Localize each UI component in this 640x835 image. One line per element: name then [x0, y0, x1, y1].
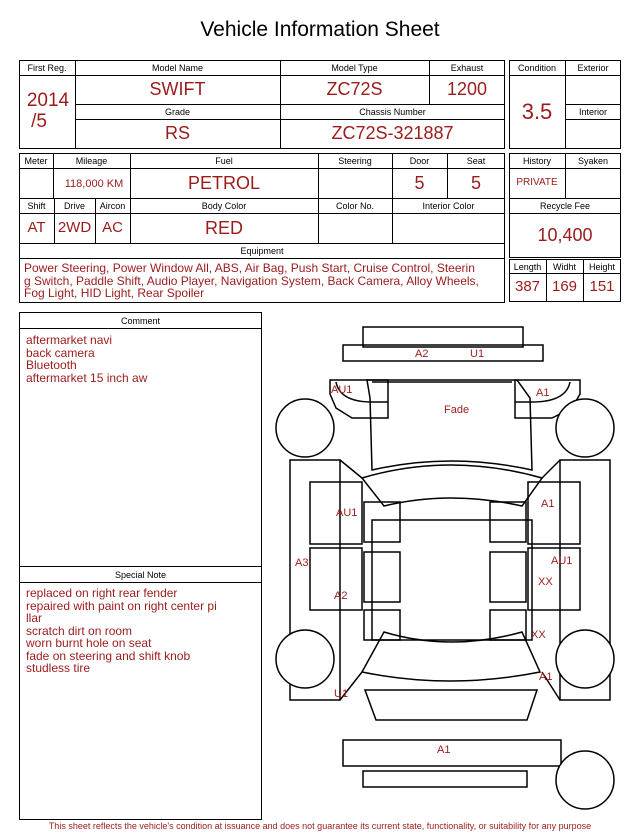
mileage-value: 118,000 KM: [64, 178, 124, 190]
mark-right-rear-1: XX: [538, 576, 553, 588]
body-color-value: RED: [204, 218, 243, 238]
color-no-label: Color No.: [335, 201, 374, 211]
right-window-rear: [490, 552, 526, 602]
door-label: Door: [409, 156, 430, 166]
car-damage-diagram: [270, 318, 630, 818]
width-label: Widht: [552, 262, 576, 272]
mark-left-center-pillar: A3: [295, 557, 309, 569]
mark-left-headlight: AU1: [331, 384, 353, 396]
left-window-front: [364, 502, 400, 542]
exhaust-label: Exhaust: [450, 63, 484, 73]
mark-right-rear-door: AU1: [551, 555, 573, 567]
body-color-label: Body Color: [201, 201, 247, 211]
equipment-line: Power Steering, Power Window All, ABS, Air Bag, Push Start, Cruise Control, Steerin: [24, 261, 475, 275]
height-label: Height: [588, 262, 615, 272]
special-note-line: fade on steering and shift knob: [26, 648, 191, 663]
mark-left-front-door: AU1: [336, 507, 358, 519]
fuel-label: Fuel: [215, 156, 233, 166]
mark-rear-bumper: A1: [437, 744, 451, 756]
steering-label: Steering: [338, 156, 372, 166]
rear-left-wheel: [276, 630, 334, 688]
shift-value: AT: [27, 219, 46, 236]
model-type-label: Model Type: [331, 63, 378, 73]
special-note-line: llar: [26, 611, 43, 625]
exhaust-value: 1200: [446, 79, 488, 99]
mark-left-rear-lamp: U1: [334, 688, 349, 700]
special-note-line: studless tire: [26, 661, 91, 675]
special-note-line: scratch dirt on room: [26, 623, 133, 638]
comment-line: aftermarket navi: [26, 333, 113, 347]
rear-right-wheel: [556, 630, 614, 688]
front-left-wheel: [276, 399, 334, 457]
first-reg-month: /5: [31, 111, 47, 132]
model-name-value: SWIFT: [149, 79, 206, 99]
door-value: 5: [414, 173, 425, 193]
chassis-number-value: ZC72S-321887: [331, 123, 454, 143]
condition-value: 3.5: [521, 99, 553, 124]
comment-label: Comment: [120, 316, 160, 326]
grade-label: Grade: [164, 107, 190, 117]
special-note-text: [26, 587, 256, 675]
mark-right-headlight: A1: [536, 387, 550, 399]
left-pillar: [340, 460, 362, 478]
right-front-door: [528, 482, 580, 544]
chassis-number-label: Chassis Number: [359, 107, 426, 117]
mark-front-left: A2: [415, 348, 429, 360]
equipment-line: g Switch, Paddle Shift, Audio Player, Navigation System, Back Camera, Alloy Wheels,: [24, 273, 479, 288]
mark-hood: Fade: [444, 404, 470, 416]
special-note-line: worn burnt hole on seat: [26, 636, 152, 650]
sheet-title: Vehicle Information Sheet: [200, 18, 440, 41]
shift-label: Shift: [27, 201, 46, 211]
disclaimer-footer: This sheet reflects the vehicle's condition at issuance and does not guarantee its current state, functionality, or suitability for any purpose: [48, 821, 592, 831]
trunk: [365, 690, 537, 720]
aircon-value: AC: [102, 219, 123, 236]
exterior-label: Exterior: [577, 63, 609, 73]
syaken-label: Syaken: [577, 156, 609, 166]
recycle-fee-label: Recycle Fee: [539, 201, 591, 211]
history-value: PRIVATE: [516, 177, 558, 188]
drive-label: Drive: [63, 201, 85, 211]
recycle-fee-value: 10,400: [537, 225, 593, 245]
left-window-rear: [364, 552, 400, 602]
condition-label: Condition: [517, 63, 557, 73]
mark-right-rear-2: A1: [539, 671, 553, 683]
mark-left-rear-door: A2: [334, 590, 348, 602]
fuel-value: PETROL: [187, 173, 261, 193]
model-type-value: ZC72S: [326, 79, 383, 99]
mileage-label: Mileage: [75, 156, 108, 166]
model-name-label: Model Name: [151, 63, 204, 73]
roof: [372, 520, 532, 640]
drive-value: 2WD: [57, 219, 92, 236]
windshield: [362, 465, 542, 506]
aircon-label: Aircon: [99, 201, 126, 211]
meter-label: Meter: [24, 156, 48, 166]
width-value: 169: [551, 278, 578, 295]
comment-line: Bluetooth: [26, 358, 77, 372]
seat-value: 5: [470, 173, 481, 193]
history-label: History: [522, 156, 551, 166]
length-value: 387: [514, 278, 541, 295]
grade-value: RS: [164, 123, 190, 143]
rear-bumper-inner: [363, 771, 527, 787]
first-reg-year: 2014: [26, 90, 70, 111]
interior-color-label: Interior Color: [422, 201, 475, 211]
hood: [367, 380, 532, 470]
height-value: 151: [589, 278, 615, 295]
right-pillar: [542, 460, 560, 478]
front-right-wheel: [556, 399, 614, 457]
mark-right-front-door: A1: [541, 498, 555, 510]
special-note-line: repaired with paint on right center pi: [26, 598, 217, 613]
first-reg-label: First Reg.: [27, 63, 67, 73]
mark-front-right: U1: [470, 348, 485, 360]
equipment-label: Equipment: [240, 246, 284, 256]
interior-label: Interior: [578, 107, 607, 117]
right-window-front: [490, 502, 526, 542]
front-bumper-outer: [363, 327, 523, 347]
mark-right-rear-fender: XX: [531, 629, 546, 641]
comment-text: [26, 334, 256, 384]
rear-bumper-outer: [343, 740, 561, 766]
special-note-label: Special Note: [114, 570, 167, 580]
spare-wheel: [556, 751, 614, 809]
comment-line: aftermarket 15 inch aw: [26, 370, 148, 385]
special-note-line: replaced on right rear fender: [26, 586, 178, 600]
equipment-text: [24, 262, 504, 300]
length-label: Length: [513, 262, 542, 272]
equipment-line: Fog Light, HID Light, Rear Spoiler: [24, 286, 205, 300]
comment-line: back camera: [26, 345, 95, 360]
seat-label: Seat: [466, 156, 486, 166]
